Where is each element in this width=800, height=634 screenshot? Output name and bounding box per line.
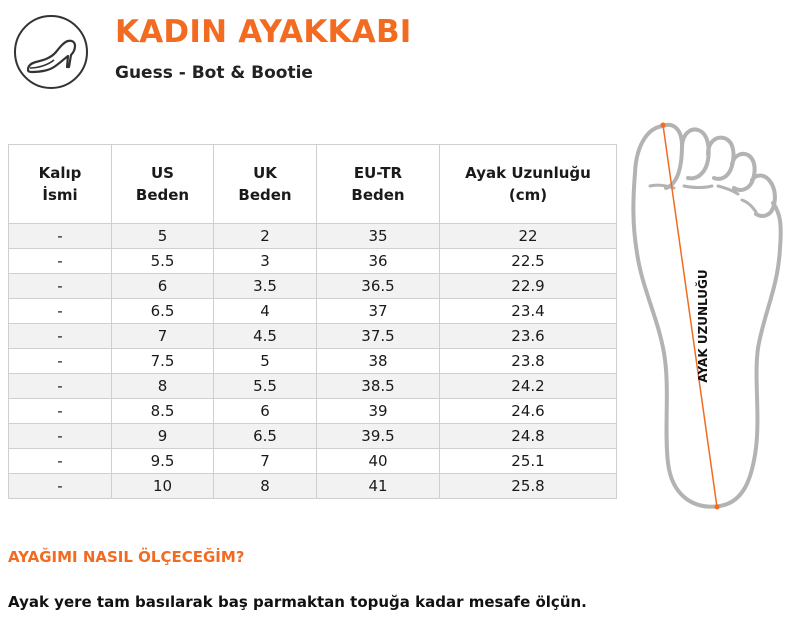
- table-cell: 24.2: [440, 374, 617, 399]
- table-cell: -: [9, 349, 112, 374]
- table-cell: 6.5: [112, 299, 214, 324]
- product-subtitle: Guess - Bot & Bootie: [115, 63, 313, 83]
- table-cell: 7: [112, 324, 214, 349]
- table-cell: 8: [112, 374, 214, 399]
- table-cell: 4.5: [214, 324, 317, 349]
- column-header-us-size: US Beden: [112, 145, 214, 224]
- size-chart-table: [8, 144, 617, 499]
- table-row: [9, 374, 617, 399]
- table-cell: -: [9, 399, 112, 424]
- table-cell: 5: [214, 349, 317, 374]
- table-cell: -: [9, 374, 112, 399]
- table-header-row: [9, 145, 617, 224]
- table-cell: 3: [214, 249, 317, 274]
- table-cell: 37: [317, 299, 440, 324]
- table-cell: 37.5: [317, 324, 440, 349]
- table-cell: 36.5: [317, 274, 440, 299]
- table-cell: 25.8: [440, 474, 617, 499]
- table-cell: 39.5: [317, 424, 440, 449]
- table-cell: 39: [317, 399, 440, 424]
- table-row: [9, 399, 617, 424]
- foot-length-label: AYAK UZUNLUĞU: [696, 269, 710, 383]
- table-cell: -: [9, 424, 112, 449]
- measure-instructions-text: Ayak yere tam basılarak baş parmaktan topuğa kadar mesafe ölçün.: [8, 593, 587, 611]
- table-cell: 5.5: [214, 374, 317, 399]
- table-cell: 6: [214, 399, 317, 424]
- table-cell: 6.5: [214, 424, 317, 449]
- table-cell: -: [9, 474, 112, 499]
- table-cell: 38.5: [317, 374, 440, 399]
- table-cell: 35: [317, 224, 440, 249]
- table-cell: 24.6: [440, 399, 617, 424]
- table-cell: 25.1: [440, 449, 617, 474]
- table-cell: 23.4: [440, 299, 617, 324]
- table-cell: 9.5: [112, 449, 214, 474]
- table-cell: -: [9, 249, 112, 274]
- high-heel-shoe-icon: [14, 15, 88, 89]
- table-row: [9, 299, 617, 324]
- table-cell: 22.9: [440, 274, 617, 299]
- column-header-uk-size: UK Beden: [214, 145, 317, 224]
- table-cell: 38: [317, 349, 440, 374]
- column-header-mold-name: Kalıp İsmi: [9, 145, 112, 224]
- table-cell: -: [9, 274, 112, 299]
- table-row: [9, 324, 617, 349]
- table-row: [9, 274, 617, 299]
- table-cell: 7.5: [112, 349, 214, 374]
- table-cell: -: [9, 224, 112, 249]
- table-cell: 2: [214, 224, 317, 249]
- measure-instructions-title: AYAĞIMI NASIL ÖLÇECEĞİM?: [8, 548, 245, 566]
- table-cell: 22: [440, 224, 617, 249]
- table-cell: -: [9, 449, 112, 474]
- table-row: [9, 224, 617, 249]
- column-header-eu-tr-size: EU-TR Beden: [317, 145, 440, 224]
- page-title: KADIN AYAKKABI: [115, 14, 412, 50]
- table-cell: 24.8: [440, 424, 617, 449]
- table-cell: -: [9, 299, 112, 324]
- table-cell: 4: [214, 299, 317, 324]
- table-cell: 8: [214, 474, 317, 499]
- table-row: [9, 449, 617, 474]
- table-cell: 40: [317, 449, 440, 474]
- table-cell: 3.5: [214, 274, 317, 299]
- table-cell: 9: [112, 424, 214, 449]
- table-cell: 23.6: [440, 324, 617, 349]
- table-row: [9, 424, 617, 449]
- table-cell: 6: [112, 274, 214, 299]
- table-cell: 5: [112, 224, 214, 249]
- table-cell: 23.8: [440, 349, 617, 374]
- table-cell: 41: [317, 474, 440, 499]
- table-row: [9, 474, 617, 499]
- table-row: [9, 249, 617, 274]
- table-cell: 8.5: [112, 399, 214, 424]
- column-header-foot-length: Ayak Uzunluğu (cm): [440, 145, 617, 224]
- table-cell: 10: [112, 474, 214, 499]
- table-cell: -: [9, 324, 112, 349]
- table-cell: 22.5: [440, 249, 617, 274]
- table-cell: 7: [214, 449, 317, 474]
- table-cell: 36: [317, 249, 440, 274]
- table-cell: 5.5: [112, 249, 214, 274]
- table-row: [9, 349, 617, 374]
